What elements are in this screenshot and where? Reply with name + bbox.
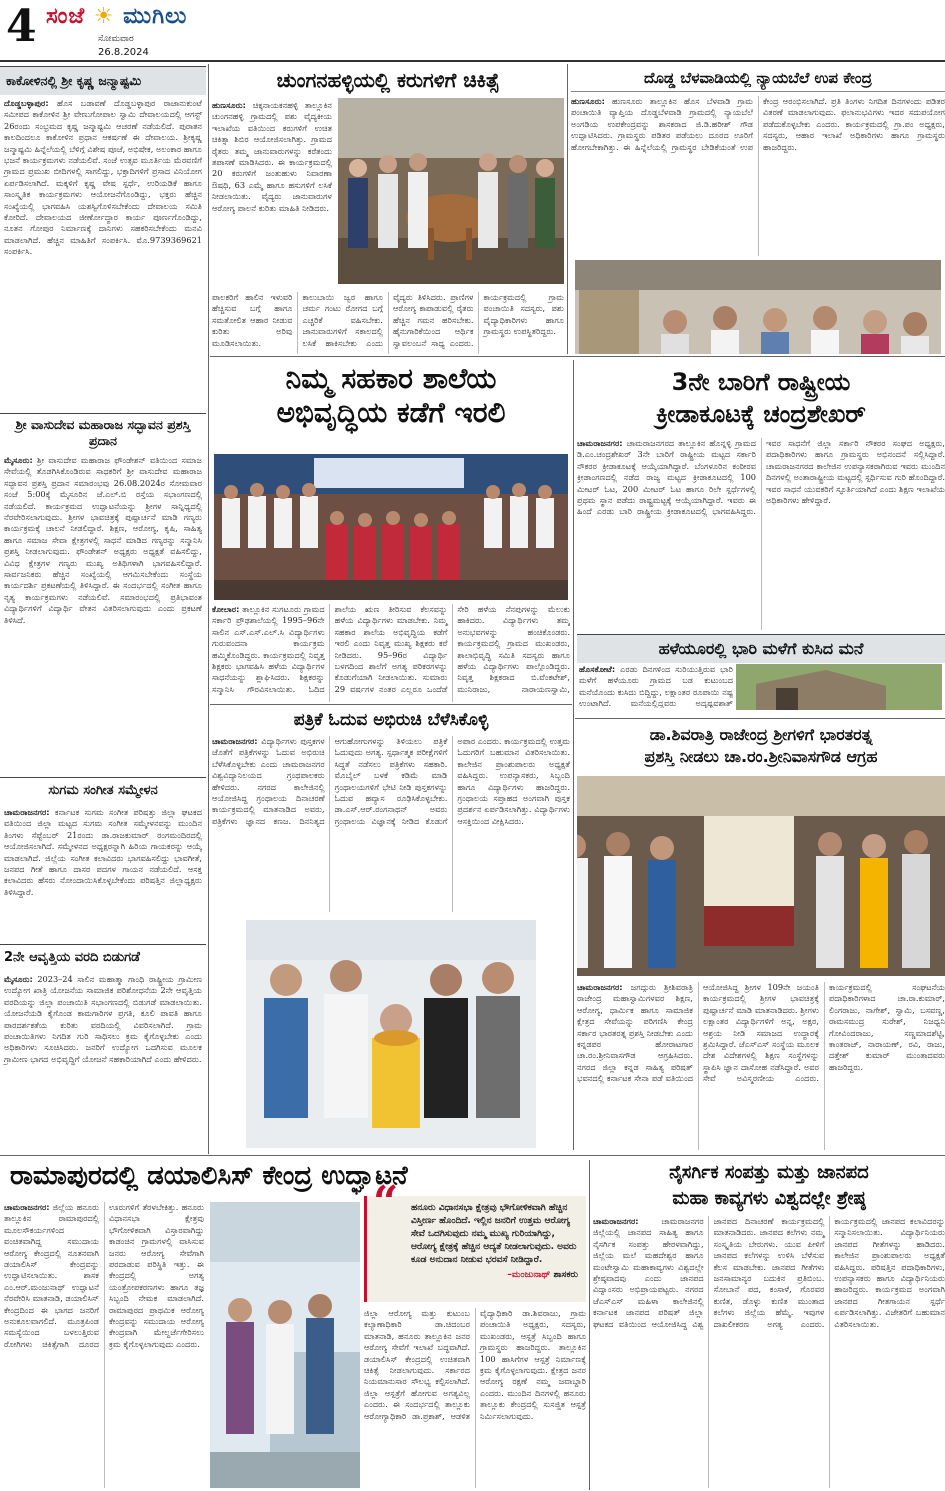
story-text: ಎರಡು ದಿನಗಳಿಂದ ಸುರಿಯುತ್ತಿರುವ ಭಾರಿ ಮಳೆಗೆ ಹಳೆಯೂರು ಗ್ರಾಮದ ಬಡ ಕುಟುಂಬದ ಮನೆಯೊಂದು ಕುಸಿದು ಬಿದ್ದಿದ್ದು, ಲಕ್ಷಾಂತರ ರೂಪಾಯಿ ನಷ್ಟ ಉಂಟಾಗಿದೆ. ಮನೆಯಲ್ಲಿದ್ದವರು ಅದೃಷ್ಟವಶಾತ್	[579, 664, 733, 708]
story-text: ಹುಣಸೂರು ತಾಲ್ಲೂಕಿನ ಹೊಸ ಬೆಳವಾಡಿ ಗ್ರಾಮ ಪಂಚಾಯಿತಿ ವ್ಯಾಪ್ತಿಯ ದೊಡ್ಡಬೆಳವಾಡಿ ಗ್ರಾಮದಲ್ಲಿ ನ್ಯಾಯಬೆಲೆ ಅಂಗಡಿಯ ಉಪಕೇಂದ್ರವನ್ನು ಶಾಸಕರಾದ ಜಿ.ಡಿ.ಹರೀಶ್ ಗೌಡ ಉದ್ಘಾಟಿಸಿದರು. ಗ್ರಾಮಸ್ಥರು ಪಡಿತರ ಪಡೆಯಲು ದೂರದ ಊರಿಗೆ ಹೋಗಬೇಕಾಗಿತ್ತು. ಈ ಹಿನ್ನೆಲೆಯಲ್ಲಿ ಗ್ರಾಮಸ್ಥರ ಬೇಡಿಕೆಯಂತೆ ಉಪ ಕೇಂದ್ರ ಆರಂಭಿಸಲಾಗಿದೆ. ಪ್ರತಿ ತಿಂಗಳು ನಿಗದಿತ ದಿನಗಳಂದು ಪಡಿತರ ವಿತರಣೆ ಮಾಡಲಾಗುವುದು. ಫಲಾನುಭವಿಗಳು ಇದರ ಸದುಪಯೋಗ ಪಡೆದುಕೊಳ್ಳಬೇಕು ಎಂದರು. ಕಾರ್ಯಕ್ರಮದಲ್ಲಿ ಗ್ರಾ.ಪಂ ಅಧ್ಯಕ್ಷರು, ಸದಸ್ಯರು, ಆಹಾರ ಇಲಾಖೆ ಅಧಿಕಾರಿಗಳು ಹಾಗೂ ಗ್ರಾಮಸ್ಥರು ಹಾಜರಿದ್ದರು.	[571, 96, 945, 152]
story-dateline: ಚಾಮರಾಜನಗರ:	[577, 982, 623, 992]
story-dateline: ಹೊಸಕೋಟೆ:	[579, 664, 616, 674]
story-headline: ಶ್ರೀ ವಾಸುದೇವ ಮಹಾರಾಜ ಸದ್ಭಾವನ ಪ್ರಶಸ್ತಿ ಪ್ರದಾನ	[0, 413, 206, 452]
story-reading-habit	[212, 708, 570, 1152]
story-text: ಜಿಲ್ಲೆಯ ಹನೂರು ತಾಲ್ಲೂಕಿನ ರಾಮಾಪುರದಲ್ಲಿ ಮೂಲಸೌಕರ್ಯಗಳಿಂದ ವಂಚಿತವಾಗಿದ್ದ ಸಮುದಾಯ ಆರೋಗ್ಯ ಕೇಂದ್ರದಲ್ಲಿ ನೂತನವಾಗಿ ಡಯಾಲಿಸಿಸ್ ಕೇಂದ್ರವನ್ನು ಉದ್ಘಾಟಿಸಲಾಯಿತು. ಶಾಸಕ ಎಂ.ಆರ್.ಮಂಜುನಾಥ್ ಉದ್ಘಾಟನೆ ನೆರವೇರಿಸಿ ಮಾತನಾಡಿ, ಡಯಾಲಿಸಿಸ್ ಕೇಂದ್ರದಿಂದ ಈ ಭಾಗದ ಜನರಿಗೆ ಅನುಕೂಲವಾಗಲಿದೆ. ಮೂತ್ರಪಿಂಡ ಸಮಸ್ಯೆಯಿಂದ ಬಳಲುತ್ತಿರುವ ರೋಗಿಗಳು ಚಿಕಿತ್ಸೆಗಾಗಿ ದೂರದ ಊರುಗಳಿಗೆ ತೆರಳಬೇಕಿತ್ತು. ಹನೂರು ವಿಧಾನಸಭಾ ಕ್ಷೇತ್ರವು ಭೌಗೋಳಿಕವಾಗಿ ವಿಸ್ತಾರವಾಗಿದ್ದು ಕಾಡಂಚಿನ ಗ್ರಾಮಗಳಲ್ಲಿ ವಾಸಿಸುವ ಜನರು ಆರೋಗ್ಯ ಸೇವೆಗಾಗಿ ಪರದಾಡುವ ಪರಿಸ್ಥಿತಿ ಇತ್ತು. ಈ ಕೇಂದ್ರದಲ್ಲಿ ಅಗತ್ಯ ಯಂತ್ರೋಪಕರಣಗಳು ಹಾಗೂ ತಜ್ಞ ಸಿಬ್ಬಂದಿ ನೇಮಕ ಮಾಡಲಾಗಿದೆ. ರಾಮಾಪುರದ ಪ್ರಾಥಮಿಕ ಆರೋಗ್ಯ ಕೇಂದ್ರವನ್ನು ಸಮುದಾಯ ಆರೋಗ್ಯ ಕೇಂದ್ರವಾಗಿ ಮೇಲ್ದರ್ಜೆಗೇರಿಸಲು ಕ್ರಮ ಕೈಗೊಳ್ಳಲಾಗುವುದು ಎಂದರು.	[4, 1202, 204, 1349]
story-body-continued: ಪಾಲಕರಿಗೆ ಹಾಲಿನ ಇಳುವರಿ ಹೆಚ್ಚಿಸುವ ಬಗ್ಗೆ ಹಾಗೂ ಸಮತೋಲಿತ ಆಹಾರ ನೀಡುವ ಕುರಿತು ಅರಿವು ಮೂಡಿಸಲಾಯಿತು. ಕಾಲುಬಾಯಿ ಜ್ವರ ಹಾಗೂ ಚರ್ಮ ಗಂಟು ರೋಗದ ಬಗ್ಗೆ ಎಚ್ಚರಿಕೆ ವಹಿಸಬೇಕು. ಜಾನುವಾರುಗಳಿಗೆ ಸಕಾಲದಲ್ಲಿ ಲಸಿಕೆ ಹಾಕಿಸಬೇಕು ಎಂದು ವೈದ್ಯರು ತಿಳಿಸಿದರು. ಪ್ರಾಣಿಗಳ ಆರೋಗ್ಯ ಕಾಪಾಡುವಲ್ಲಿ ರೈತರು ಹೆಚ್ಚಿನ ಗಮನ ಹರಿಸಬೇಕು. ಹೈನುಗಾರಿಕೆಯಿಂದ ಆರ್ಥಿಕ ಸ್ವಾವಲಂಬನೆ ಸಾಧ್ಯ ಎಂದರು. ಕಾರ್ಯಕ್ರಮದಲ್ಲಿ ಗ್ರಾಮ ಪಂಚಾಯಿತಿ ಸದಸ್ಯರು, ಪಶು ವೈದ್ಯಾಧಿಕಾರಿಗಳು ಹಾಗೂ ಗ್ರಾಮಸ್ಥರು ಉಪಸ್ಥಿತರಿದ್ದರು.	[212, 292, 564, 348]
section-rule-bottom	[0, 1155, 945, 1156]
left-column	[0, 66, 206, 1154]
story-body	[577, 438, 945, 630]
story-headline-line-2: ಕ್ರೀಡಾಕೂಟಕ್ಕೆ ಚಂದ್ರಶೇಖರ್	[656, 400, 866, 428]
story-body	[4, 1202, 204, 1488]
story-dateline: ಚಾಮರಾಜನಗರ:	[212, 736, 258, 746]
story-body	[0, 804, 206, 944]
column-rule-top	[567, 64, 568, 354]
story-body	[0, 95, 206, 413]
story-dateline: ಚಾಮರಾಜನಗರ:	[4, 1202, 50, 1212]
dialysis-inauguration-photo	[210, 1202, 360, 1488]
story-headline: ರಾಮಾಪುರದಲ್ಲಿ ಡಯಾಲಿಸಿಸ್ ಕೇಂದ್ರ ಉದ್ಘಾಟನೆ	[10, 1161, 408, 1191]
story-text: ಶ್ರೀ ವಾಸುದೇವ ಮಹಾರಾಜ ಫೌಂಡೇಶನ್ ವತಿಯಿಂದ ಸಮಾಜ ಸೇವೆಯಲ್ಲಿ ತೊಡಗಿಸಿಕೊಂಡಿರುವ ಸಾಧಕರಿಗೆ ಶ್ರೀ ವಾಸುದೇವ ಮಹಾರಾಜ ಸದ್ಭಾವನ ಪ್ರಶಸ್ತಿ ಪ್ರದಾನ ಸಮಾರಂಭವು 26.08.2024ರ ಸೋಮವಾರ ಸಂಜೆ 5:00ಕ್ಕೆ ಮೈಸೂರಿನ ಜೆ.ಎಲ್.ಬಿ ರಸ್ತೆಯ ಸಭಾಂಗಣದಲ್ಲಿ ನಡೆಯಲಿದೆ. ಕಾರ್ಯಕ್ರಮದ ಉದ್ಘಾಟನೆಯನ್ನು ಶ್ರೀಗಳ ಸಾನ್ನಿಧ್ಯದಲ್ಲಿ ನೆರವೇರಿಸಲಾಗುವುದು. ಶ್ರೀಗಳ ಭಾವಚಿತ್ರಕ್ಕೆ ಪುಷ್ಪಾರ್ಚನೆ ಮಾಡಿ ಗಣ್ಯರು ಕಾರ್ಯಕ್ರಮಕ್ಕೆ ಚಾಲನೆ ನೀಡಲಿದ್ದಾರೆ. ಶಿಕ್ಷಣ, ಆರೋಗ್ಯ, ಕೃಷಿ, ಸಾಹಿತ್ಯ ಹಾಗೂ ಸಮಾಜ ಸೇವಾ ಕ್ಷೇತ್ರಗಳಲ್ಲಿ ಸಾಧನೆ ಮಾಡಿದ ಗಣ್ಯರನ್ನು ಸನ್ಮಾನಿಸಿ ಪ್ರಶಸ್ತಿ ನೀಡಲಾಗುವುದು. ಫೌಂಡೇಶನ್ ಅಧ್ಯಕ್ಷರು ಅಧ್ಯಕ್ಷತೆ ವಹಿಸಲಿದ್ದು, ವಿವಿಧ ಕ್ಷೇತ್ರಗಳ ಗಣ್ಯರು ಮುಖ್ಯ ಅತಿಥಿಗಳಾಗಿ ಭಾಗವಹಿಸಲಿದ್ದಾರೆ. ಸಾರ್ವಜನಿಕರು ಹೆಚ್ಚಿನ ಸಂಖ್ಯೆಯಲ್ಲಿ ಆಗಮಿಸಬೇಕೆಂದು ಸಂಸ್ಥೆಯ ಕಾರ್ಯದರ್ಶಿ ಪ್ರಕಟಣೆಯಲ್ಲಿ ತಿಳಿಸಿದ್ದಾರೆ. ಈ ಸಂದರ್ಭದಲ್ಲಿ ಸಂಗೀತ ಹಾಗೂ ನೃತ್ಯ ಕಾರ್ಯಕ್ರಮಗಳು ನಡೆಯಲಿವೆ. ಸಮಾರಂಭದಲ್ಲಿ ಪ್ರತಿಭಾವಂತ ವಿದ್ಯಾರ್ಥಿಗಳಿಗೆ ವಿದ್ಯಾರ್ಥಿ ವೇತನ ವಿತರಿಸಲಾಗುವುದು ಎಂದು ಪ್ರಕಟಣೆ ತಿಳಿಸಿದೆ.	[4, 455, 202, 625]
story-folklore-epics	[593, 1158, 945, 1491]
story-body	[212, 604, 570, 702]
story-headline: ಚುಂಗನಹಳ್ಳಿಯಲ್ಲಿ ಕರುಗಳಿಗೆ ಚಿಕಿತ್ಸೆ	[276, 68, 500, 92]
story-text: 2023–24 ಸಾಲಿನ ಮಹಾತ್ಮಾ ಗಾಂಧಿ ರಾಷ್ಟ್ರೀಯ ಗ್ರಾಮೀಣ ಉದ್ಯೋಗ ಖಾತ್ರಿ ಯೋಜನೆಯ ಸಾಮಾಜಿಕ ಪರಿಶೋಧನೆಯ 2ನೇ ಆವೃತ್ತಿಯ ವರದಿಯನ್ನು ಜಿಲ್ಲಾ ಪಂಚಾಯಿತಿ ಸಭಾಂಗಣದಲ್ಲಿ ಬಿಡುಗಡೆ ಮಾಡಲಾಯಿತು. ಯೋಜನೆಯಡಿ ಕೈಗೊಂಡ ಕಾಮಗಾರಿಗಳ ಪ್ರಗತಿ, ಕೂಲಿ ಪಾವತಿ ಹಾಗೂ ಪಾರದರ್ಶಕತೆಯ ಕುರಿತು ವರದಿಯಲ್ಲಿ ವಿವರಿಸಲಾಗಿದೆ. ಗ್ರಾಮ ಪಂಚಾಯಿತಿಗಳು ನಿಗದಿತ ಗುರಿ ಸಾಧಿಸಲು ಕ್ರಮ ಕೈಗೊಳ್ಳಬೇಕು ಎಂದು ಅಧಿಕಾರಿಗಳು ಸೂಚಿಸಿದರು. ಜನರಿಗೆ ಉದ್ಯೋಗ ಒದಗಿಸುವ ಮೂಲಕ ಗ್ರಾಮೀಣ ಭಾಗದ ಅಭಿವೃದ್ಧಿಗೆ ಯೋಜನೆ ಸಹಕಾರಿಯಾಗಿದೆ ಎಂದು ಹೇಳಿದರು.	[4, 974, 202, 1064]
calf-treatment-photo-image	[338, 98, 564, 284]
issue-date: 26.8.2024	[98, 47, 149, 58]
story-dateline: ಮೈಸೂರು:	[4, 455, 33, 465]
title-part-2: ಮುಗಿಲು	[123, 4, 188, 29]
story-bharat-ratna-demand	[577, 720, 945, 1152]
story-body	[579, 664, 733, 708]
story-headline-line-1: ನಿಮ್ಮ ಸಹಕಾರ ಶಾಲೆಯ	[285, 362, 497, 395]
section-rule	[210, 704, 572, 705]
story-body	[0, 971, 206, 1141]
story-national-sports	[577, 360, 945, 632]
story-text: ತಾಲ್ಲೂಕಿನ ಸುಗಟೂರು ಗ್ರಾಮದ ಸರ್ಕಾರಿ ಪ್ರೌಢಶಾಲೆಯಲ್ಲಿ 1995–96ನೇ ಸಾಲಿನ ಎಸ್.ಎಸ್.ಎಲ್.ಸಿ ವಿದ್ಯಾರ್ಥಿಗಳು ಗುರುವಂದನಾ ಕಾರ್ಯಕ್ರಮ ಹಮ್ಮಿಕೊಂಡಿದ್ದರು. ಕಾರ್ಯಕ್ರಮದಲ್ಲಿ ನಿವೃತ್ತ ಶಿಕ್ಷಕರು ಭಾಗವಹಿಸಿ ಹಳೆಯ ವಿದ್ಯಾರ್ಥಿಗಳ ಸಾಧನೆಯನ್ನು ಶ್ಲಾಘಿಸಿದರು. ಶಿಕ್ಷಕರನ್ನು ಸನ್ಮಾನಿಸಿ ಗೌರವಿಸಲಾಯಿತು. ಓದಿದ ಶಾಲೆಯ ಋಣ ತೀರಿಸುವ ಕೆಲಸವನ್ನು ಹಳೆಯ ವಿದ್ಯಾರ್ಥಿಗಳು ಮಾಡಬೇಕು. ನಿಮ್ಮ ಸಹಕಾರ ಶಾಲೆಯ ಅಭಿವೃದ್ಧಿಯ ಕಡೆಗೆ ಇರಲಿ ಎಂದು ನಿವೃತ್ತ ಮುಖ್ಯ ಶಿಕ್ಷಕರು ಕರೆ ನೀಡಿದರು. 95–96ರ ವಿದ್ಯಾರ್ಥಿ ಬಳಗದಿಂದ ಶಾಲೆಗೆ ಅಗತ್ಯ ಪರಿಕರಗಳನ್ನು ಕೊಡುಗೆಯಾಗಿ ನೀಡಲಾಯಿತು. ಸುಮಾರು 29 ವರ್ಷಗಳ ನಂತರ ಎಲ್ಲರೂ ಒಂದೆಡೆ ಸೇರಿ ಹಳೆಯ ನೆನಪುಗಳನ್ನು ಮೆಲುಕು ಹಾಕಿದರು. ವಿದ್ಯಾರ್ಥಿಗಳು ತಮ್ಮ ಅನುಭವಗಳನ್ನು ಹಂಚಿಕೊಂಡರು. ಕಾರ್ಯಕ್ರಮದಲ್ಲಿ ಗ್ರಾಮದ ಮುಖಂಡರು, ಶಾಲಾಭಿವೃದ್ಧಿ ಸಮಿತಿ ಸದಸ್ಯರು ಹಾಗೂ ಹಳೆಯ ವಿದ್ಯಾರ್ಥಿಗಳು ಪಾಲ್ಗೊಂಡಿದ್ದರು. ನಿವೃತ್ತ ಶಿಕ್ಷಕರಾದ ಬಿ.ವೆಂಕಟೇಶ್, ಮುನಿರಾಜು, ನಾರಾಯಣಸ್ವಾಮಿ,	[212, 604, 570, 694]
pull-quote	[364, 1177, 586, 1302]
story-body	[593, 1216, 945, 1488]
story-dateline: ಚಾಮರಾಜನಗರ:	[4, 807, 50, 817]
story-dateline: ಮೈಸೂರು:	[4, 974, 33, 984]
reading-event-photo-image	[246, 920, 536, 1148]
story-dialysis-center	[0, 1158, 586, 1491]
story-headline: ಪತ್ರಿಕೆ ಓದುವ ಅಭಿರುಚಿ ಬೆಳೆಸಿಕೊಳ್ಳಿ	[293, 710, 489, 730]
pull-quote-author: –ಮಂಜುನಾಥ್ ಶಾಸಕರು	[507, 1270, 578, 1280]
collapsed-house-photo-image	[736, 664, 942, 710]
story-text: ಕರ್ನಾಟಕ ಸುಗಮ ಸಂಗೀತ ಪರಿಷತ್ತು ಜಿಲ್ಲಾ ಘಟಕದ ವತಿಯಿಂದ ಜಿಲ್ಲಾ ಮಟ್ಟದ ಸುಗಮ ಸಂಗೀತ ಸಮ್ಮೇಳನವನ್ನು ಮುಂದಿನ ತಿಂಗಳು ಸೆಪ್ಟೆಂಬರ್ 21ರಂದು ಡಾ.ರಾಜಕುಮಾರ್ ರಂಗಮಂದಿರದಲ್ಲಿ ಆಯೋಜಿಸಲಾಗಿದೆ. ಸಮ್ಮೇಳನದ ಅಧ್ಯಕ್ಷರನ್ನಾಗಿ ಹಿರಿಯ ಗಾಯಕರನ್ನು ಆಯ್ಕೆ ಮಾಡಲಾಗಿದೆ. ಜಿಲ್ಲೆಯ ಸಂಗೀತ ಕಲಾವಿದರು ಭಾಗವಹಿಸಲಿದ್ದು ಭಾವಗೀತೆ, ಜನಪದ ಗೀತೆ ಹಾಗೂ ದಾಸರ ಪದಗಳ ಗಾಯನ ನಡೆಯಲಿದೆ. ಆಸಕ್ತ ಕಲಾವಿದರು ಹೆಸರು ನೋಂದಾಯಿಸಿಕೊಳ್ಳಬೇಕೆಂದು ಪರಿಷತ್ತಿನ ಜಿಲ್ಲಾಧ್ಯಕ್ಷರು ತಿಳಿಸಿದ್ದಾರೆ.	[4, 807, 202, 897]
issue-day: ಸೋಮವಾರ	[98, 34, 134, 44]
masthead	[0, 0, 945, 62]
story-dateline: ದೊಡ್ಡಬಳ್ಳಾಪುರ:	[4, 98, 49, 108]
dialysis-inauguration-photo-image	[210, 1202, 360, 1488]
story-text: ಜಗದ್ಗುರು ಶ್ರೀಶಿವರಾತ್ರಿ ರಾಜೇಂದ್ರ ಮಹಾಸ್ವಾಮಿಗಳವರ ಶಿಕ್ಷಣ, ಆರೋಗ್ಯ, ಧಾರ್ಮಿಕ ಹಾಗೂ ಸಾಮಾಜಿಕ ಕ್ಷೇತ್ರದ ಸೇವೆಯನ್ನು ಪರಿಗಣಿಸಿ ಕೇಂದ್ರ ಸರ್ಕಾರ ಭಾರತರತ್ನ ಪ್ರಶಸ್ತಿ ನೀಡಬೇಕು ಎಂದು ಕನ್ನಡಪರ ಹೋರಾಟಗಾರ ಚಾ.ರಂ.ಶ್ರೀನಿವಾಸಗೌಡ ಆಗ್ರಹಿಸಿದರು. ನಗರದ ಜಿಲ್ಲಾ ಕನ್ನಡ ಸಾಹಿತ್ಯ ಪರಿಷತ್ ಭವನದಲ್ಲಿ ಕರ್ನಾಟಕ ಸೇನಾ ಪಡೆ ವತಿಯಿಂದ ಆಯೋಜಿಸಿದ್ದ ಶ್ರೀಗಳ 109ನೇ ಜಯಂತಿ ಕಾರ್ಯಕ್ರಮದಲ್ಲಿ ಶ್ರೀಗಳ ಭಾವಚಿತ್ರಕ್ಕೆ ಪುಷ್ಪಾರ್ಚನೆ ಮಾಡಿ ಮಾತನಾಡಿದರು. ಶ್ರೀಗಳು ಲಕ್ಷಾಂತರ ವಿದ್ಯಾರ್ಥಿಗಳಿಗೆ ಅನ್ನ, ಅಕ್ಷರ, ಆಶ್ರಯ ನೀಡಿ ಸಮಾಜದ ಉದ್ಧಾರಕ್ಕೆ ಶ್ರಮಿಸಿದ್ದಾರೆ. ಜೆಎಸ್‌ಎಸ್ ಸಂಸ್ಥೆಯ ಮೂಲಕ ದೇಶ ವಿದೇಶಗಳಲ್ಲಿ ಶಿಕ್ಷಣ ಸಂಸ್ಥೆಗಳನ್ನು ಸ್ಥಾಪಿಸಿ ಜ್ಞಾನ ದಾಸೋಹ ನಡೆಸಿದ್ದಾರೆ. ಅವರ ಸೇವೆ ಅವಿಸ್ಮರಣೀಯ ಎಂದರು. ಕಾರ್ಯಕ್ರಮದಲ್ಲಿ ಸಂಘಟನೆಯ ಪದಾಧಿಕಾರಿಗಳಾದ ಚಾ.ರಾ.ಕುಮಾರ್, ಲಿಂಗರಾಜು, ನಾಗೇಶ್, ಸ್ವಾಮಿ, ಬಸವಣ್ಣ, ರಾಮಸಮುದ್ರ ಸುರೇಶ್, ನಿಜಧ್ವನಿ ಗೋವಿಂದರಾಜು, ಸಣ್ಣಮಾದಶೆಟ್ಟಿ, ಕಾಂತರಾಜ್, ನಾರಾಯಣ್, ರವಿ, ರಾಜು, ದತ್ತೇಶ್ ಕುಮಾರ್ ಮುಂತಾದವರು ಹಾಜರಿದ್ದರು.	[577, 982, 945, 1084]
story-headline: ದೊಡ್ಡ ಬೆಳವಾಡಿಯಲ್ಲಿ ನ್ಯಾಯಬೆಲೆ ಉಪ ಕೇಂದ್ರ	[571, 64, 945, 92]
story-headline-line-1: 3ನೇ ಬಾರಿಗೆ ರಾಷ್ಟ್ರೀಯ	[671, 368, 851, 396]
story-headline: ಸುಗಮ ಸಂಗೀತ ಸಮ್ಮೇಳನ	[0, 777, 206, 804]
story-headline: ಹಳೆಯೂರಲ್ಲಿ ಭಾರಿ ಮಳೆಗೆ ಕುಸಿದ ಮನೆ	[577, 634, 945, 663]
alumni-group-photo-image	[214, 454, 568, 600]
tribute-event-photo-image	[577, 776, 945, 976]
pull-quote-text: ಹನೂರು ವಿಧಾನಸಭಾ ಕ್ಷೇತ್ರವು ಭೌಗೋಳಿಕವಾಗಿ ಹೆಚ್ಚಿನ ವಿಸ್ತೀರ್ಣ ಹೊಂದಿದೆ. ಇಲ್ಲಿನ ಜನರಿಗೆ ಉತ್ತಮ ಆರೋಗ್ಯ ಸೇವೆ ಒದಗಿಸುವುದು ನಮ್ಮ ಮುಖ್ಯ ಗುರಿಯಾಗಿದ್ದು, ಆರೋಗ್ಯ ಕ್ಷೇತ್ರಕ್ಕೆ ಹೆಚ್ಚಿನ ಆದ್ಯತೆ ನೀಡಲಾಗುವುದು. ಅವರು ಕೂಡ ಅನುದಾನ ನೀಡುವ ಭರವಸೆ ನೀಡಿದ್ದಾರೆ.	[411, 1203, 577, 1265]
page-number: 4	[6, 1, 37, 52]
story-headline-line-1: ಡಾ.ಶಿವರಾತ್ರಿ ರಾಜೇಂದ್ರ ಶ್ರೀಗಳಿಗೆ ಭಾರತರತ್ನ	[649, 725, 873, 744]
story-contact: ಮೊ.9739369621 ಸಂಪರ್ಕಿಸಿ.	[4, 234, 202, 257]
ration-center-photo	[575, 260, 941, 354]
story-body	[212, 100, 332, 290]
collapsed-house-photo	[736, 664, 942, 710]
story-headline-line-2: ಅಭಿವೃದ್ಧಿಯ ಕಡೆಗೆ ಇರಲಿ	[276, 396, 506, 429]
masthead-rule	[0, 60, 945, 62]
title-part-1: ಸಂಜೆ	[46, 4, 86, 29]
ration-center-photo-image	[575, 260, 941, 354]
reading-event-photo	[246, 920, 536, 1148]
column-rule-bottom	[589, 1160, 590, 1490]
story-ration-center	[571, 64, 945, 354]
story-text: ಹೊಸ ಬಡಾವಣೆ ದೊಡ್ಡಬಳ್ಳಾಪುರ ರಾಜಾನುಕುಂಟೆ ಸಮೀಪದ ಕಾಕೋಳಿನ ಶ್ರೀ ವೇಣುಗೋಪಾಲ ಸ್ವಾಮಿ ದೇವಾಲಯದಲ್ಲಿ ಆಗಸ್ಟ್ 26ರಂದು ಸಂಭ್ರಮದ ಕೃಷ್ಣ ಜನ್ಮಾಷ್ಟಮಿ ಆಚರಣೆ ನಡೆಯಲಿದೆ. ಪುರಾತನ ಕಾಲದಿಂದಲೂ ಕಾಕೋಳಿನ ಪ್ರಧಾನ ಆಕರ್ಷಣೆ ಈ ದೇವಾಲಯ. ಶ್ರೀಕೃಷ್ಣ ಜನ್ಮಾಷ್ಟಮಿ ಹಿನ್ನೆಲೆಯಲ್ಲಿ ಬೆಳಿಗ್ಗೆ ವಿಶೇಷ ಪೂಜೆ, ಅಭಿಷೇಕ, ಅಲಂಕಾರ ಹಾಗೂ ಭಜನೆ ಕಾರ್ಯಕ್ರಮಗಳು ನಡೆಯಲಿವೆ. ಸಂಜೆ ಉತ್ಸವ ಮೂರ್ತಿಯ ಮೆರವಣಿಗೆ ಗ್ರಾಮದ ಪ್ರಮುಖ ಬೀದಿಗಳಲ್ಲಿ ಸಾಗಲಿದ್ದು, ಭಕ್ತಾದಿಗಳಿಗೆ ಪ್ರಸಾದ ವಿನಿಯೋಗ ಏರ್ಪಡಿಸಲಾಗಿದೆ. ಮಕ್ಕಳಿಗೆ ಕೃಷ್ಣ ವೇಷ ಸ್ಪರ್ಧೆ, ಉರಿಯಡಿಕೆ ಹಾಗೂ ಸಾಂಸ್ಕೃತಿಕ ಕಾರ್ಯಕ್ರಮಗಳು ಆಯೋಜನೆಗೊಂಡಿದ್ದು, ಭಕ್ತರು ಹೆಚ್ಚಿನ ಸಂಖ್ಯೆಯಲ್ಲಿ ಭಾಗವಹಿಸಿ ಯಶಸ್ವಿಗೊಳಿಸಬೇಕೆಂದು ದೇವಾಲಯ ಸಮಿತಿ ಕೋರಿದೆ. ದೇವಾಲಯದ ಜೀರ್ಣೋದ್ಧಾರ ಕಾರ್ಯ ಪೂರ್ಣಗೊಂಡಿದ್ದು, ನೂತನ ಗೋಪುರ ನಿರ್ಮಾಣಕ್ಕೆ ದಾನಿಗಳು ಸಹಕರಿಸಬೇಕೆಂದು ಮನವಿ ಮಾಡಲಾಗಿದೆ. ಹೆಚ್ಚಿನ ಮಾಹಿತಿಗೆ ಸಂಪರ್ಕಿಸಿ.	[4, 98, 202, 245]
story-headline-line-2: ಮಹಾ ಕಾವ್ಯಗಳು ವಿಶ್ವದಲ್ಲೇ ಶ್ರೇಷ್ಠ	[672, 1188, 866, 1209]
story-body-continued: ಜಿಲ್ಲಾ ಆರೋಗ್ಯ ಮತ್ತು ಕುಟುಂಬ ಕಲ್ಯಾಣಾಧಿಕಾರಿ ಡಾ.ಚಿದಂಬರ ಮಾತನಾಡಿ, ಹನೂರು ತಾಲ್ಲೂಕಿನ ಜನರ ಆರೋಗ್ಯ ಸೇವೆಗೆ ಇಲಾಖೆ ಬದ್ಧವಾಗಿದೆ. ಡಯಾಲಿಸಿಸ್ ಕೇಂದ್ರದಲ್ಲಿ ಉಚಿತವಾಗಿ ಚಿಕಿತ್ಸೆ ನೀಡಲಾಗುವುದು. ಸರ್ಕಾರದ ನಿಯಮಾನುಸಾರ ಸೌಲಭ್ಯ ಕಲ್ಪಿಸಲಾಗಿದೆ. ಜಿಲ್ಲಾ ಆಸ್ಪತ್ರೆಗೆ ಹೋಗುವ ಅಗತ್ಯವಿಲ್ಲ ಎಂದರು. ಈ ಸಂದರ್ಭದಲ್ಲಿ ತಾಲ್ಲೂಕು ಆರೋಗ್ಯಾಧಿಕಾರಿ ಡಾ.ಪ್ರಕಾಶ್, ಆಡಳಿತ ವೈದ್ಯಾಧಿಕಾರಿ ಡಾ.ಶಿವರಾಜು, ಗ್ರಾಮ ಪಂಚಾಯಿತಿ ಅಧ್ಯಕ್ಷರು, ಸದಸ್ಯರು, ಮುಖಂಡರು, ಆಸ್ಪತ್ರೆ ಸಿಬ್ಬಂದಿ ಹಾಗೂ ಗ್ರಾಮಸ್ಥರು ಹಾಜರಿದ್ದರು. ತಾಲ್ಲೂಕಿನ 100 ಹಾಸಿಗೆಗಳ ಆಸ್ಪತ್ರೆ ನಿರ್ಮಾಣಕ್ಕೆ ಕ್ರಮ ಕೈಗೊಳ್ಳಲಾಗುವುದು. ಕ್ಷೇತ್ರದ ಜನರ ಆರೋಗ್ಯ ರಕ್ಷಣೆ ನಮ್ಮ ಜವಾಬ್ದಾರಿ ಎಂದರು. ಮುಂದಿನ ದಿನಗಳಲ್ಲಿ ಹನೂರು ತಾಲ್ಲೂಕು ಕೇಂದ್ರದಲ್ಲಿ ಸುಸಜ್ಜಿತ ಆಸ್ಪತ್ರೆ ನಿರ್ಮಿಸಲಾಗುವುದು.	[364, 1308, 586, 1421]
story-headline: 2ನೇ ಆವೃತ್ತಿಯ ವರದಿ ಬಿಡುಗಡೆ	[0, 944, 206, 971]
story-body	[571, 96, 945, 256]
calf-treatment-photo	[338, 98, 564, 284]
story-body	[577, 982, 945, 1150]
tribute-event-photo	[577, 776, 945, 976]
story-body	[0, 452, 206, 777]
story-dateline: ಚಾಮರಾಜನಗರ:	[593, 1216, 639, 1226]
story-dateline: ಚಾಮರಾಜನಗರ:	[577, 438, 623, 448]
story-text: ಚಾಮರಾಜನಗರದ ತಾಲ್ಲೂಕಿನ ಹೊನ್ನಳ್ಳಿ ಗ್ರಾಮದ ಡಿ.ಎಂ.ಚಂದ್ರಶೇಖರ್ 3ನೇ ಬಾರಿಗೆ ರಾಷ್ಟ್ರೀಯ ಮಟ್ಟದ ಸರ್ಕಾರಿ ನೌಕರರ ಕ್ರೀಡಾಕೂಟಕ್ಕೆ ಆಯ್ಕೆಯಾಗಿದ್ದಾರೆ. ಬೆಂಗಳೂರಿನ ಕಂಠೀರವ ಕ್ರೀಡಾಂಗಣದಲ್ಲಿ ನಡೆದ ರಾಜ್ಯ ಮಟ್ಟದ ಕ್ರೀಡಾಕೂಟದಲ್ಲಿ 100 ಮೀಟರ್ ಓಟ, 200 ಮೀಟರ್ ಓಟ ಹಾಗೂ ರಿಲೇ ಸ್ಪರ್ಧೆಗಳಲ್ಲಿ ಪ್ರಥಮ ಸ್ಥಾನ ಪಡೆದು ರಾಷ್ಟ್ರಮಟ್ಟಕ್ಕೆ ಆಯ್ಕೆಯಾಗಿದ್ದಾರೆ. ಇವರು ಈ ಹಿಂದೆ ಎರಡು ಬಾರಿ ರಾಷ್ಟ್ರೀಯ ಕ್ರೀಡಾಕೂಟದಲ್ಲಿ ಭಾಗವಹಿಸಿದ್ದರು. ಇವರ ಸಾಧನೆಗೆ ಜಿಲ್ಲಾ ಸರ್ಕಾರಿ ನೌಕರರ ಸಂಘದ ಅಧ್ಯಕ್ಷರು, ಪದಾಧಿಕಾರಿಗಳು ಹಾಗೂ ಗ್ರಾಮಸ್ಥರು ಅಭಿನಂದನೆ ಸಲ್ಲಿಸಿದ್ದಾರೆ. ಚಾಮರಾಜನಗರದ ಕಾಲೇಜಿನ ಉಪನ್ಯಾಸಕರಾಗಿರುವ ಇವರು ಮುಂದಿನ ದಿನಗಳಲ್ಲಿ ಅಂತಾರಾಷ್ಟ್ರೀಯ ಮಟ್ಟದಲ್ಲಿ ಸ್ಪರ್ಧಿಸುವ ಗುರಿ ಹೊಂದಿದ್ದಾರೆ. ಇವರ ಸಾಧನೆ ಯುವಕರಿಗೆ ಸ್ಫೂರ್ತಿಯಾಗಿದೆ ಎಂದು ಶಿಕ್ಷಣ ಇಲಾಖೆಯ ಅಧಿಕಾರಿಗಳು ಹೇಳಿದ್ದಾರೆ.	[577, 438, 945, 517]
story-dateline: ಹುಣಸೂರು:	[571, 96, 605, 106]
story-text: ವಿದ್ಯಾರ್ಥಿಗಳು ಪುಸ್ತಕಗಳ ಜೊತೆಗೆ ಪತ್ರಿಕೆಗಳನ್ನು ಓದುವ ಅಭಿರುಚಿ ಬೆಳೆಸಿಕೊಳ್ಳಬೇಕು ಎಂದು ಚಾಮರಾಜನಗರ ವಿಶ್ವವಿದ್ಯಾನಿಲಯದ ಗ್ರಂಥಪಾಲಕರು ಹೇಳಿದರು. ನಗರದ ಕಾಲೇಜಿನಲ್ಲಿ ಆಯೋಜಿಸಿದ್ದ ಗ್ರಂಥಾಲಯ ದಿನಾಚರಣೆ ಕಾರ್ಯಕ್ರಮದಲ್ಲಿ ಮಾತನಾಡಿದ ಅವರು, ಪತ್ರಿಕೆಗಳು ಜ್ಞಾನದ ಕಣಜ. ದಿನನಿತ್ಯದ ಆಗುಹೋಗುಗಳನ್ನು ತಿಳಿಯಲು ಪತ್ರಿಕೆ ಓದುವುದು ಅಗತ್ಯ. ಸ್ಪರ್ಧಾತ್ಮಕ ಪರೀಕ್ಷೆಗಳಿಗೆ ಸಿದ್ಧತೆ ನಡೆಸಲು ಪತ್ರಿಕೆಗಳು ಸಹಕಾರಿ. ಮೊಬೈಲ್ ಬಳಕೆ ಕಡಿಮೆ ಮಾಡಿ ಗ್ರಂಥಾಲಯಗಳಿಗೆ ಭೇಟಿ ನೀಡಿ ಪುಸ್ತಕಗಳನ್ನು ಓದುವ ಹವ್ಯಾಸ ರೂಢಿಸಿಕೊಳ್ಳಬೇಕು. ಡಾ.ಎಸ್.ಆರ್.ರಂಗನಾಥನ್ ಅವರು ಗ್ರಂಥಾಲಯ ವಿಜ್ಞಾನಕ್ಕೆ ನೀಡಿದ ಕೊಡುಗೆ ಅಪಾರ ಎಂದರು. ಕಾರ್ಯಕ್ರಮದಲ್ಲಿ ಉತ್ತಮ ಓದುಗರಿಗೆ ಬಹುಮಾನ ವಿತರಿಸಲಾಯಿತು. ಕಾಲೇಜಿನ ಪ್ರಾಂಶುಪಾಲರು ಅಧ್ಯಕ್ಷತೆ ವಹಿಸಿದ್ದರು. ಉಪನ್ಯಾಸಕರು, ಸಿಬ್ಬಂದಿ ಹಾಗೂ ವಿದ್ಯಾರ್ಥಿಗಳು ಹಾಜರಿದ್ದರು. ಗ್ರಂಥಾಲಯ ಸಪ್ತಾಹದ ಅಂಗವಾಗಿ ಪುಸ್ತಕ ಪ್ರದರ್ಶನ ಏರ್ಪಡಿಸಲಾಗಿತ್ತು. ವಿದ್ಯಾರ್ಥಿಗಳು ಆಸಕ್ತಿಯಿಂದ ವೀಕ್ಷಿಸಿದರು.	[212, 736, 570, 826]
section-rule	[210, 356, 945, 357]
story-text: ಚಿಕ್ಕನಾಯಕನಹಳ್ಳಿ ತಾಲ್ಲೂಕಿನ ಚುಂಗನಹಳ್ಳಿ ಗ್ರಾಮದಲ್ಲಿ ಪಶು ವೈದ್ಯಕೀಯ ಇಲಾಖೆಯ ವತಿಯಿಂದ ಕರುಗಳಿಗೆ ಉಚಿತ ಚಿಕಿತ್ಸಾ ಶಿಬಿರ ಆಯೋಜಿಸಲಾಗಿತ್ತು. ಗ್ರಾಮದ ರೈತರು ತಮ್ಮ ಜಾನುವಾರುಗಳನ್ನು ಕರೆತಂದು ತಪಾಸಣೆ ಮಾಡಿಸಿದರು. ಈ ಕಾರ್ಯಕ್ರಮದಲ್ಲಿ 20 ಕರುಗಳಿಗೆ ಜಂತುಹುಳು ನಿವಾರಣಾ ಔಷಧಿ, 63 ಎಮ್ಮೆ ಹಾಗೂ ಹಸುಗಳಿಗೆ ಲಸಿಕೆ ನೀಡಲಾಯಿತು. ವೈದ್ಯರು ಜಾನುವಾರುಗಳ ಆರೋಗ್ಯ ಪಾಲನೆ ಕುರಿತು ಮಾಹಿತಿ ನೀಡಿದರು.	[212, 100, 332, 213]
story-headline-line-1: ನೈಸರ್ಗಿಕ ಸಂಪತ್ತು ಮತ್ತು ಜಾನಪದ	[669, 1162, 869, 1183]
newspaper-title	[46, 4, 187, 29]
story-headline: ಕಾಕೋಳಿನಲ್ಲಿ ಶ್ರೀ ಕೃಷ್ಣ ಜನ್ಮಾಷ್ಟಮಿ	[0, 66, 206, 95]
story-dateline: ಹುಣಸೂರು:	[212, 100, 246, 110]
column-rule-left	[208, 64, 209, 1154]
sun-logo-icon: ☀	[93, 4, 115, 29]
column-rule-middle	[573, 360, 574, 1150]
alumni-group-photo	[214, 454, 568, 600]
story-text: ಚಾಮರಾಜನಗರ ಜಿಲ್ಲೆಯಲ್ಲಿ ಜಾನಪದ ಸಾಹಿತ್ಯ ಹಾಗೂ ನೈಸರ್ಗಿಕ ಸಂಪತ್ತು ಹೇರಳವಾಗಿದ್ದು, ಜಿಲ್ಲೆಯ ಮಲೆ ಮಹದೇಶ್ವರ ಹಾಗೂ ಮಂಟೇಸ್ವಾಮಿ ಮಹಾಕಾವ್ಯಗಳು ವಿಶ್ವದಲ್ಲೇ ಶ್ರೇಷ್ಠವಾದವು ಎಂದು ಜಾನಪದ ವಿದ್ವಾಂಸರು ಅಭಿಪ್ರಾಯಪಟ್ಟರು. ನಗರದ ಜೆಎಸ್‌ಎಸ್ ಮಹಿಳಾ ಕಾಲೇಜಿನಲ್ಲಿ ಕರ್ನಾಟಕ ಜಾನಪದ ಪರಿಷತ್ ಜಿಲ್ಲಾ ಘಟಕದ ವತಿಯಿಂದ ಆಯೋಜಿಸಿದ್ದ ವಿಶ್ವ ಜಾನಪದ ದಿನಾಚರಣೆ ಕಾರ್ಯಕ್ರಮದಲ್ಲಿ ಮಾತನಾಡಿದರು. ಜಾನಪದ ಕಲೆಗಳು ನಮ್ಮ ಸಂಸ್ಕೃತಿಯ ಬೇರುಗಳು. ಯುವ ಪೀಳಿಗೆ ಜಾನಪದ ಕಲೆಗಳನ್ನು ಉಳಿಸಿ ಬೆಳೆಸುವ ಕೆಲಸ ಮಾಡಬೇಕು. ಜಾನಪದ ಗೀತೆಗಳು ಜನಸಾಮಾನ್ಯರ ಬದುಕಿನ ಪ್ರತಿಬಿಂಬ. ಸೋಬಾನೆ ಪದ, ಕಂಸಾಳೆ, ಗೊರವರ ಕುಣಿತ, ಡೊಳ್ಳು ಕುಣಿತ ಮುಂತಾದ ಕಲೆಗಳು ಜಿಲ್ಲೆಯ ಹೆಮ್ಮೆ. ಇವುಗಳ ದಾಖಲೀಕರಣ ಅಗತ್ಯ ಎಂದರು. ಕಾರ್ಯಕ್ರಮದಲ್ಲಿ ಜಾನಪದ ಕಲಾವಿದರನ್ನು ಸನ್ಮಾನಿಸಲಾಯಿತು. ವಿದ್ಯಾರ್ಥಿನಿಯರು ಜಾನಪದ ಗೀತೆಗಳನ್ನು ಹಾಡಿದರು. ಕಾಲೇಜಿನ ಪ್ರಾಂಶುಪಾಲರು ಅಧ್ಯಕ್ಷತೆ ವಹಿಸಿದ್ದರು. ಪರಿಷತ್ತಿನ ಪದಾಧಿಕಾರಿಗಳು, ಉಪನ್ಯಾಸಕರು ಹಾಗೂ ವಿದ್ಯಾರ್ಥಿನಿಯರು ಹಾಜರಿದ್ದರು. ಕಾರ್ಯಕ್ರಮದ ಅಂಗವಾಗಿ ಜಾನಪದ ಗೀತಗಾಯನ ಸ್ಪರ್ಧೆ ಏರ್ಪಡಿಸಲಾಗಿತ್ತು. ವಿಜೇತರಿಗೆ ಬಹುಮಾನ ವಿತರಿಸಲಾಯಿತು.	[593, 1216, 945, 1329]
story-calf-treatment	[212, 64, 564, 354]
quote-mark-icon: “	[373, 1177, 399, 1228]
story-body	[212, 736, 570, 912]
story-alumni-meet	[212, 360, 570, 702]
section-rule	[575, 718, 945, 719]
story-headline-line-2: ಪ್ರಶಸ್ತಿ ನೀಡಲು ಚಾ.ರಂ.ಶ್ರೀನಿವಾಸಗೌಡ ಆಗ್ರಹ	[644, 747, 878, 766]
story-dateline: ಕೋಲಾರ:	[212, 604, 240, 614]
